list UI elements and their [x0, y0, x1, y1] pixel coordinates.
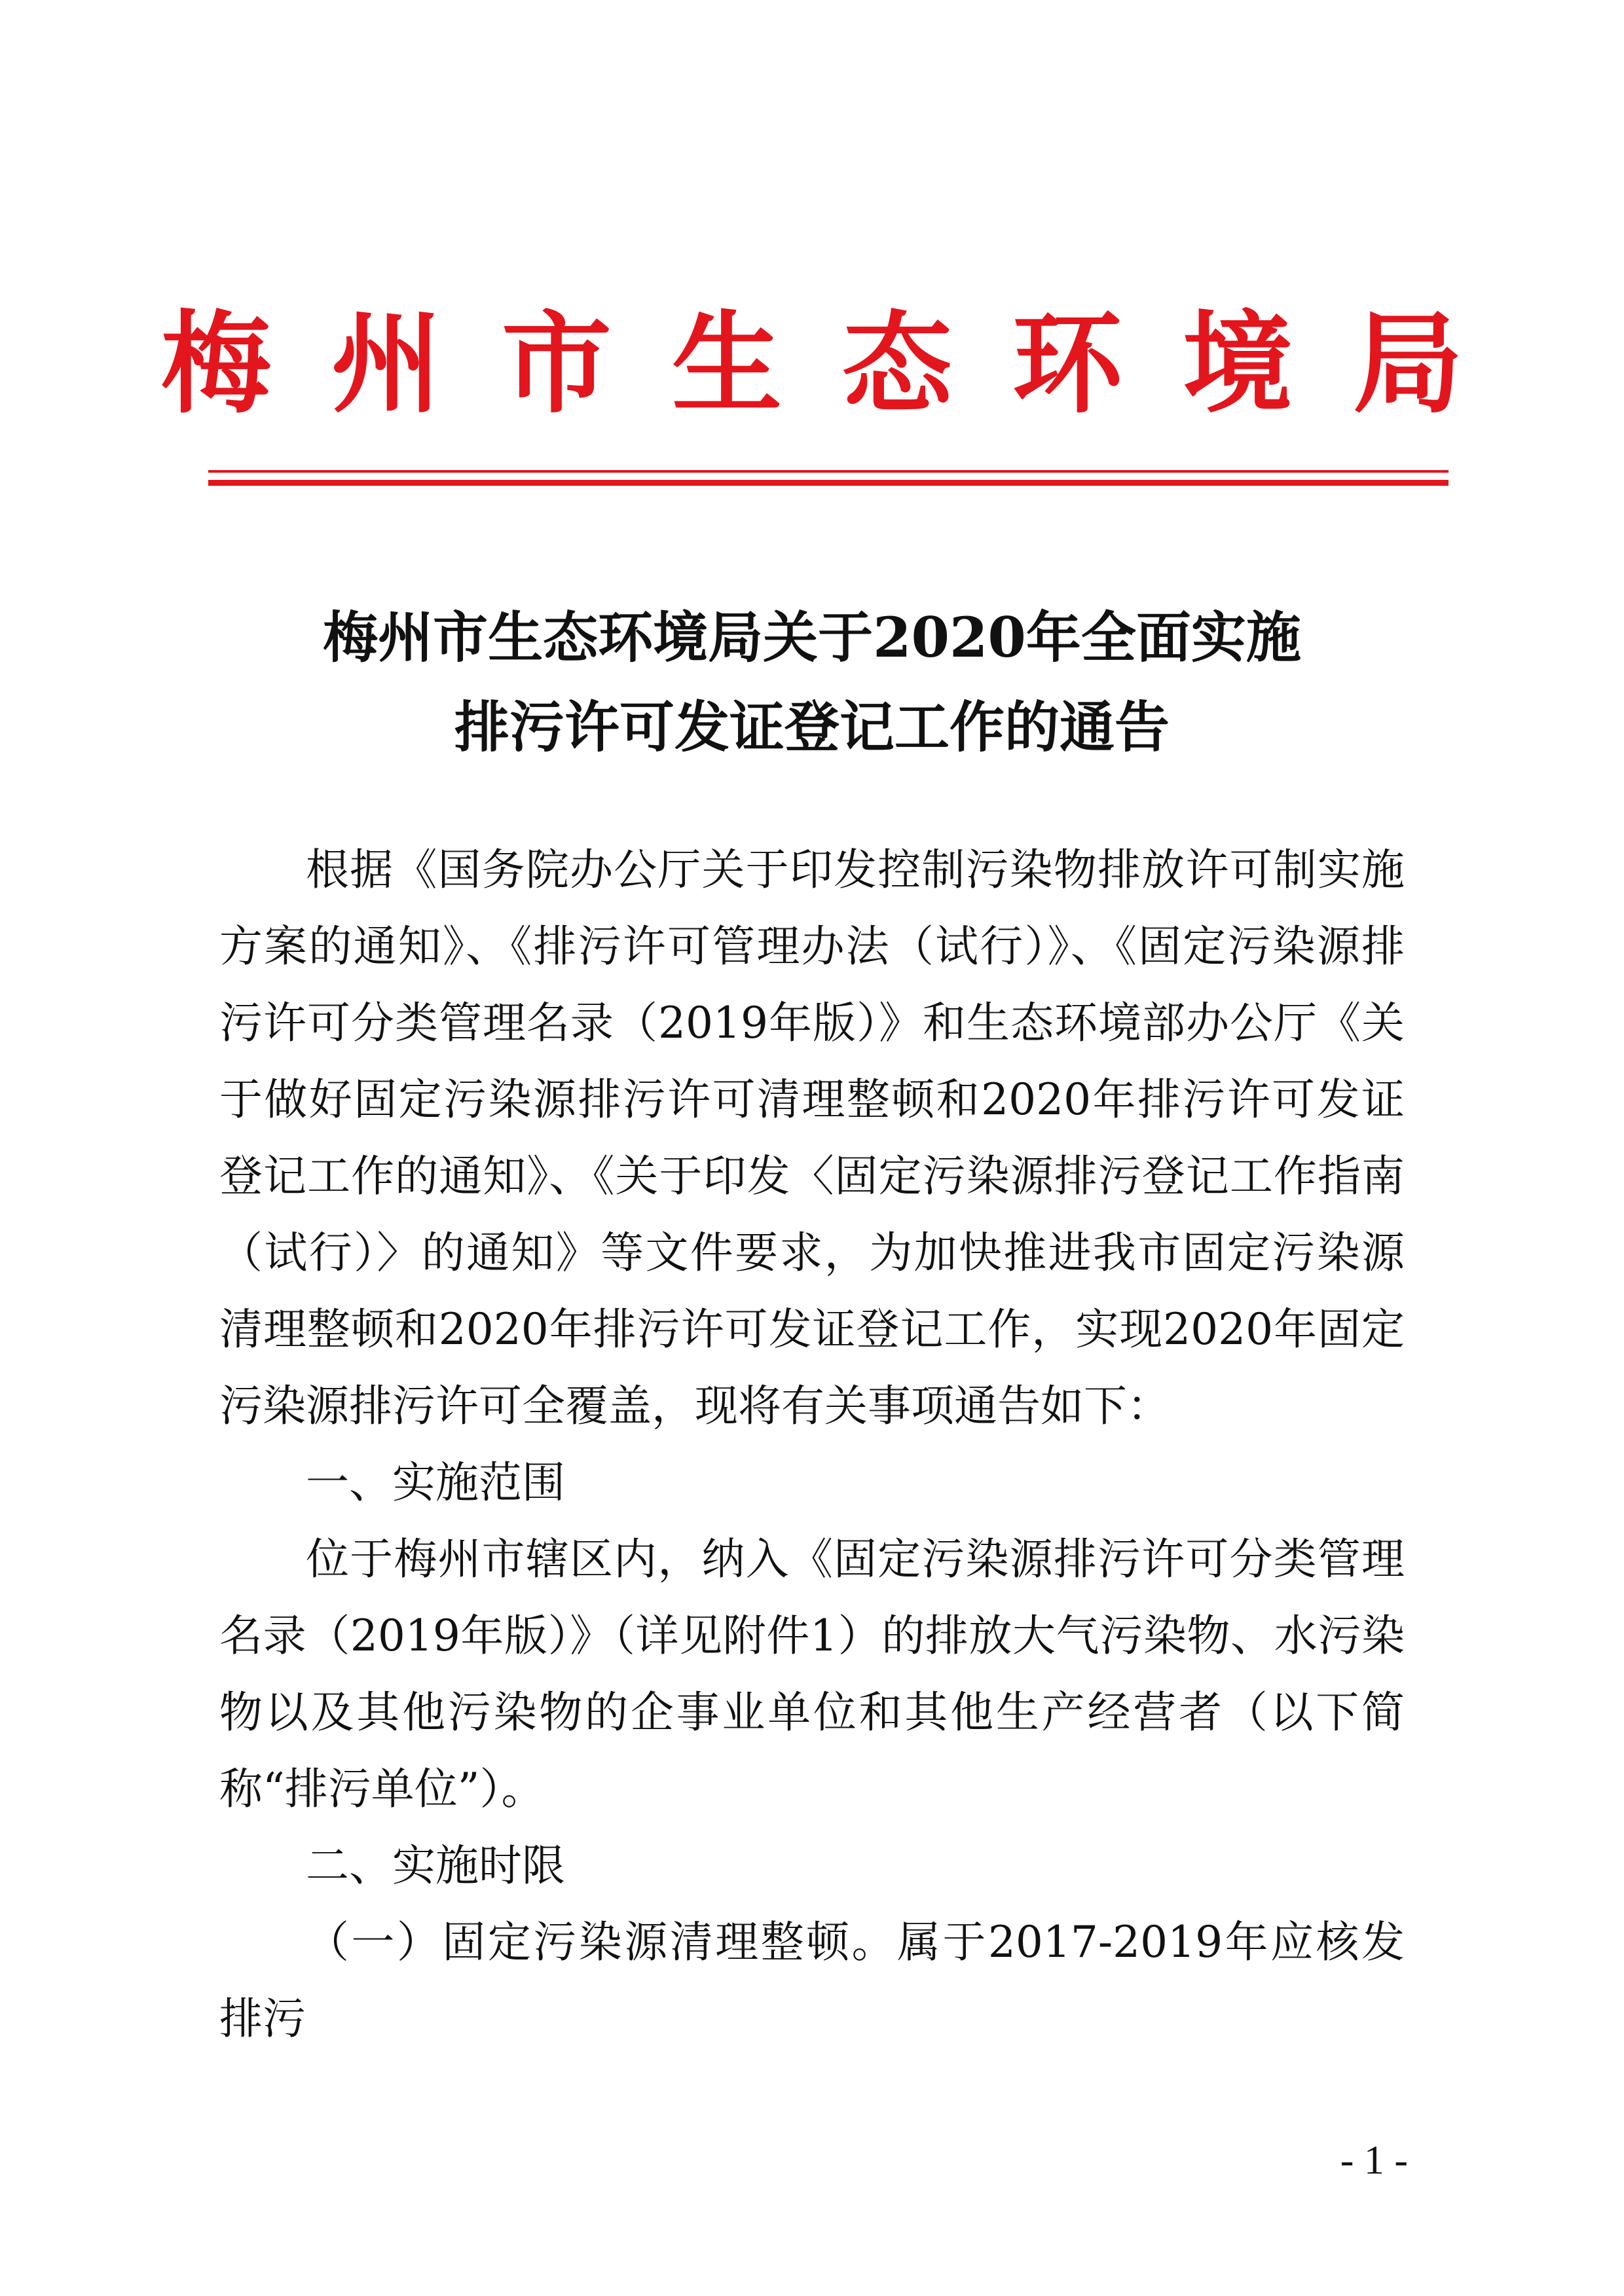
- page-number: - 1 -: [1340, 2138, 1408, 2183]
- document-body: [219, 831, 1405, 2057]
- header-divider-thin: [208, 470, 1449, 473]
- organization-header: 梅州市生态环境局: [161, 299, 1523, 428]
- intro-paragraph: 根据《国务院办公厅关于印发控制污染物排放许可制实施方案的通知》、《排污许可管理办法（试行）》、《固定污染源排污许可分类管理名录（2019年版）》和生态环境部办公厅《关于做好固定污染源排污许可清理整顿和2020年排污许可发证登记工作的通知》、《关于印发〈固定污染源排污登记工作指南（试行）〉的通知》等文件要求，为加快推进我市固定污染源清理整顿和2020年排污许可发证登记工作，实现2020年固定污染源排污许可全覆盖，现将有关事项通告如下：: [219, 845, 1405, 1431]
- section-2-heading: 二、实施时限: [306, 1840, 565, 1891]
- section-1-heading: 一、实施范围: [306, 1457, 565, 1508]
- header-divider-thick: [208, 480, 1449, 486]
- document-title: [0, 592, 1624, 772]
- document-title-line-1: 梅州市生态环境局关于2020年全面实施: [323, 605, 1301, 670]
- section-2-subsection-1: （一）固定污染源清理整顿。属于2017-2019年应核发排污: [219, 1917, 1405, 2044]
- section-1-paragraph: 位于梅州市辖区内，纳入《固定污染源排污许可分类管理名录（2019年版）》（详见附件1）的排放大气污染物、水污染物以及其他污染物的企事业单位和其他生产经营者（以下简称“排污单位”）。: [219, 1534, 1405, 1814]
- document-title-line-2: 排污许可发证登记工作的通告: [454, 695, 1170, 759]
